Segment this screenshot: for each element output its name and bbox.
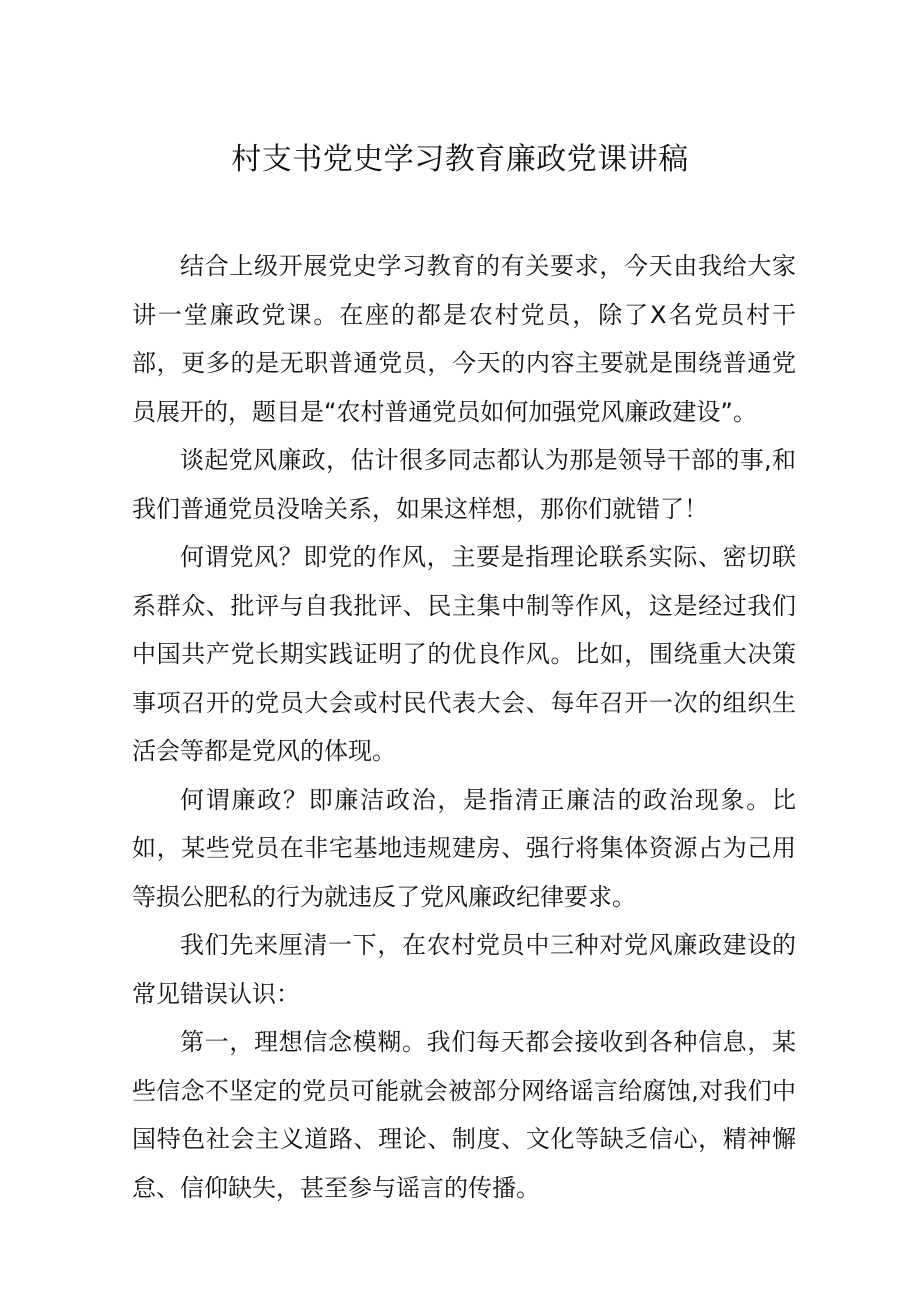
document-body	[132, 242, 796, 1212]
paragraph-intro: 结合上级开展党史学习教育的有关要求，今天由我给大家讲一堂廉政党课。在座的都是农村党员，除了X名党员村干部，更多的是无职普通党员，今天的内容主要就是围绕普通党员展开的，题目是“农村普通党员如何加强党风廉政建设”。	[132, 252, 796, 426]
paragraph-first-misconception: 第一，理想信念模糊。我们每天都会接收到各种信息，某些信念不坚定的党员可能就会被部分网络谣言给腐蚀,对我们中国特色社会主义道路、理论、制度、文化等缺乏信心，精神懈怠、信仰缺失，甚至参与谣言的传播。	[132, 1028, 796, 1202]
paragraph-clean-governance-definition: 何谓廉政？即廉洁政治，是指清正廉洁的政治现象。比如，某些党员在非宅基地违规建房、强行将集体资源占为己用等损公肥私的行为就违反了党风廉政纪律要求。	[132, 785, 796, 911]
paragraph-party-style-misconception: 谈起党风廉政，估计很多同志都认为那是领导干部的事,和我们普通党员没啥关系，如果这样想，那你们就错了！	[132, 446, 796, 523]
paragraph-misconceptions-intro: 我们先来厘清一下，在农村党员中三种对党风廉政建设的常见错误认识：	[132, 931, 796, 1008]
paragraph-party-style-definition: 何谓党风？即党的作风，主要是指理论联系实际、密切联系群众、批评与自我批评、民主集中制等作风，这是经过我们中国共产党长期实践证明了的优良作风。比如，围绕重大决策事项召开的党员大会或村民代表大会、每年召开一次的组织生活会等都是党风的体现。	[132, 543, 796, 765]
document-title: 村支书党史学习教育廉政党课讲稿	[231, 142, 689, 177]
